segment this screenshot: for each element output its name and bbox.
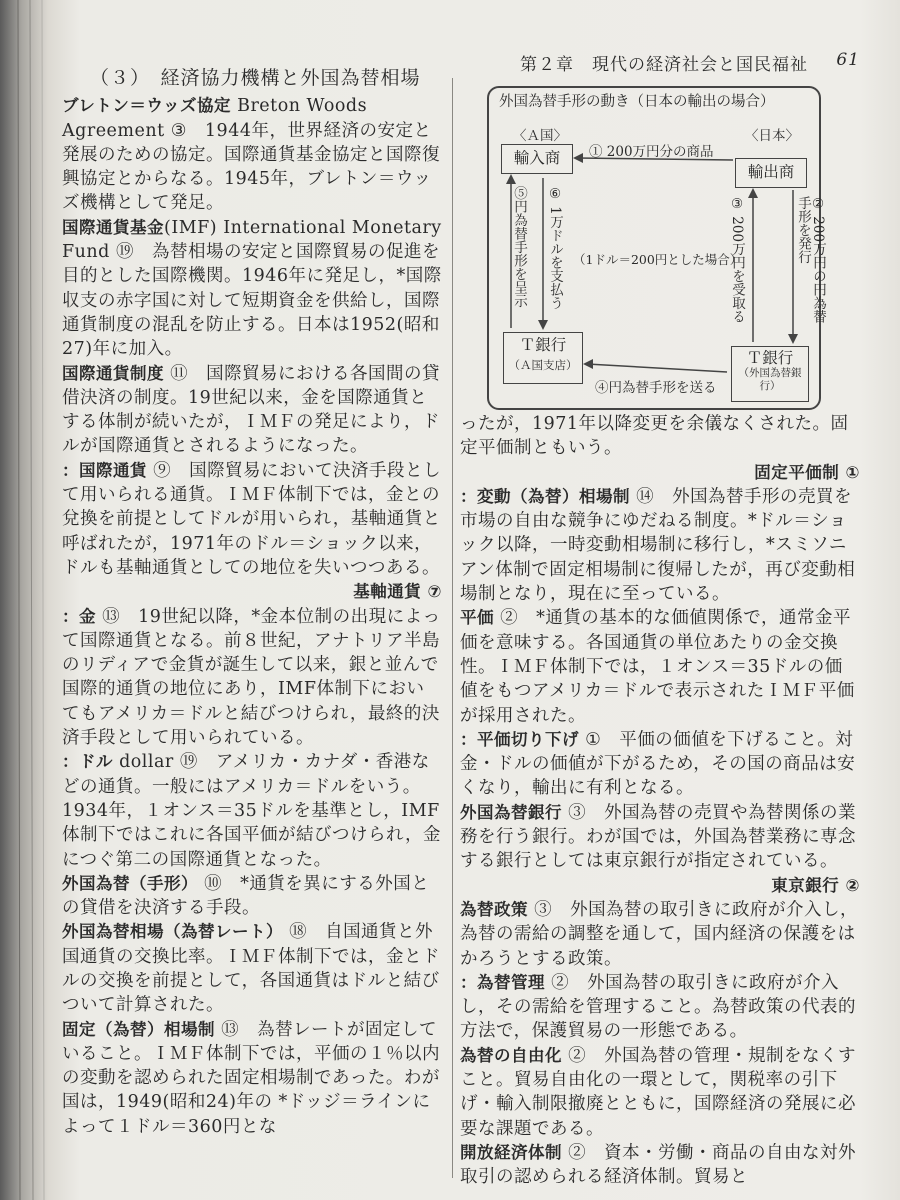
entry-term: 為替の自由化	[460, 1045, 562, 1065]
glossary-entry	[460, 898, 860, 971]
entry-text: ① 平価の価値を下げること。対金・ドルの価値が下がるため，その国の商品は安くなり，輸出に有利となる。	[460, 729, 856, 799]
glossary-entry	[62, 1018, 442, 1139]
glossary-entry	[62, 362, 442, 459]
glossary-entry	[460, 606, 860, 727]
entry-text: ⑨ 国際貿易において決済手段として用いられる通貨。ＩＭＦ体制下では，金との兌換を前提としてドルが用いられ，基軸通貨と呼ばれたが，1971年のドル＝ショック以来，ドルも基軸通貨としての地位を失いつつある。	[62, 460, 442, 578]
entry-text: (IMF) International Monetary Fund ⑲ 為替相場の安定と国際貿易の促進を目的とした国際機関。1946年に発足し，*国際収支の赤字国に対して短期資金を供給し，国際通貨制度の混乱を防止する。日本は1952(昭和27)年に加入。	[62, 217, 442, 360]
glossary-entry	[460, 971, 860, 1044]
entry-text: ② 外国為替の管理・規制をなくすこと。貿易自由化の一環として，関税率の引下げ・輸入制限撤廃とともに，国際経済の発展に必要な課題である。	[460, 1045, 857, 1139]
entry-term: 平価	[460, 608, 494, 628]
cross-reference: 東京銀行 ②	[771, 875, 860, 895]
entry-term: ：平価切り下げ	[460, 729, 579, 749]
step-4-label: ④円為替手形を送る	[595, 380, 717, 396]
entry-text: ② 資本・労働・商品の自由な対外取引の認められる経済体制。貿易と	[460, 1142, 857, 1188]
entry-term: ブレトン＝ウッズ協定	[62, 96, 232, 116]
entry-text: ⑩ *通貨を異にする外国との貸借を決済する手段。	[62, 873, 430, 919]
entry-term: 外国為替（手形）	[62, 873, 198, 893]
entry-term: 開放経済体制	[460, 1142, 562, 1162]
step-3-label: ③ 200万円を受取る	[729, 196, 745, 324]
diagram-arrows	[489, 88, 819, 408]
step-6-label: ⑥ 1万ドルを支払う	[547, 186, 563, 310]
glossary-entry	[62, 605, 442, 751]
entry-continuation: ったが，1971年以降変更を余儀なくされた。固定平価制ともいう。	[460, 414, 849, 459]
entry-text: ⑱ 自国通貨と外国通貨の交換比率。ＩＭＦ体制下では，金とドルの交換を前提として，各国通貨はドルと結びついて計算された。	[62, 922, 440, 1016]
glossary-entry	[460, 485, 860, 606]
entry-term: ：為替管理	[460, 972, 545, 992]
entry-text: ② *通貨の基本的な価値関係で，通常金平価を意味する。各国通貨の単位あたりの金交換性。ＩＭＦ体制下では，１オンス＝35ドルの価値をもつアメリカ＝ドルで表示されたＩＭＦ平価が採用された。	[460, 608, 855, 726]
entry-text: dollar ⑲ アメリカ・カナダ・香港などの通貨。一般にはアメリカ＝ドルをいう。1934年，１オンス＝35ドルを基準とし，IMF体制下ではこれに各国平価が結びつけられ，金につぐ第二の国際通貨となった。	[62, 752, 442, 870]
exchange-rate-note: （1ドル＝200円とした場合）	[573, 252, 743, 267]
entry-text: ⑪ 国際貿易における各国間の貸借決済の制度。19世紀以来，金を国際通貨とする体制が続いたが，ＩＭＦの発足により，ドルが国際通貨とされるようになった。	[62, 363, 441, 457]
entry-term: ：ドル	[62, 752, 113, 772]
entry-text: ② 外国為替の取引きに政府が介入し，その需給を管理すること。為替政策の代表的方法で，保護貿易の一形態である。	[460, 972, 856, 1042]
step-5-label: ⑤円為替手形を呈示	[511, 186, 527, 308]
entry-text: ⑬ 為替レートが固定していること。ＩＭＦ体制下では，平価の１％以内の変動を認められた固定相場制であった。わが国は，1949(昭和24)年の *ドッジ＝ラインによって１ドル＝360円とな	[62, 1019, 440, 1137]
country-japan-label: 〈日本〉	[745, 128, 799, 144]
cross-reference: 基軸通貨 ⑦	[353, 582, 442, 602]
glossary-entry	[62, 750, 442, 871]
entry-term: ：変動（為替）相場制	[460, 486, 630, 506]
glossary-entry	[460, 1044, 860, 1141]
entry-term: 為替政策	[460, 899, 528, 919]
entry-term: 国際通貨基金	[62, 217, 164, 237]
step-1-label: ① 200万円分の商品	[589, 144, 714, 160]
column-divider	[452, 78, 453, 1178]
importer-box: 輸入商	[501, 144, 573, 174]
left-entry-list	[62, 94, 442, 1139]
exporter-box: 輸出商	[735, 158, 807, 188]
bank-a-branch: （Ａ国支店）	[508, 358, 578, 372]
bank-japan-name: Ｔ銀行	[746, 349, 794, 367]
glossary-entry	[62, 872, 442, 921]
exchange-bill-diagram	[487, 86, 826, 410]
left-column	[62, 66, 442, 1139]
cross-reference: 固定平価制 ①	[754, 462, 860, 482]
glossary-entry	[62, 920, 442, 1017]
country-a-label: 〈Ａ国〉	[513, 128, 567, 144]
section-heading: （３） 経済協力機構と外国為替相場	[90, 67, 421, 89]
entry-term: 固定（為替）相場制	[62, 1019, 215, 1039]
chapter-title: 第２章 現代の経済社会と国民福祉	[520, 55, 808, 75]
glossary-entry	[62, 94, 442, 215]
entry-term: ：金	[62, 606, 96, 626]
entry-text: ③ 外国為替の売買や為替関係の業務を行う銀行。わが国では，外国為替業務に専念する銀行としては東京銀行が指定されている。	[460, 802, 857, 872]
entry-term: 外国為替銀行	[460, 802, 562, 822]
glossary-entry	[62, 216, 442, 362]
page-number: 61	[836, 50, 860, 70]
step-2-label: ② 200万円の円為替手形を発行	[795, 196, 826, 324]
glossary-entry	[460, 1141, 860, 1190]
diagram-title: 外国為替手形の動き（日本の輸出の場合）	[499, 94, 775, 110]
right-entry-list	[460, 412, 860, 1190]
entry-term: ：国際通貨	[62, 460, 147, 480]
page-edge-shadow	[0, 0, 60, 1200]
entry-text: ⑭ 外国為替手形の売買を市場の自由な競争にゆだねる制度。*ドル＝ショック以降，一時変動相場制に移行し，*スミソニアン体制で固定相場制に復帰したが，再び変動相場制となり，現在に至っている。	[460, 486, 856, 605]
entry-text: ③ 外国為替の取引きに政府が介入し，為替の需給の調整を通して，国内経済の保護をはかろうとする政策。	[460, 899, 859, 969]
page-header	[520, 50, 860, 75]
glossary-entry	[460, 801, 860, 874]
entry-term: 外国為替相場（為替レート）	[62, 922, 283, 942]
entry-text: Breton Woods Agreement ③ 1944年，世界経済の安定と発展のための協定。国際通貨基金協定と国際復興協定とからなる。1945年，ブレトン＝ウッズ機構として発足。	[62, 96, 440, 214]
entry-term: 国際通貨制度	[62, 363, 164, 383]
right-column	[460, 412, 860, 1190]
glossary-entry	[62, 459, 442, 580]
glossary-entry	[460, 728, 860, 801]
bank-a-name: Ｔ銀行	[519, 336, 567, 354]
bank-japan-sub: （外国為替銀行）	[738, 367, 802, 392]
entry-text: ⑬ 19世紀以降，*金本位制の出現によって国際通貨となる。前８世紀，アナトリア半島のリディアで金貨が誕生して以来，銀と並んで国際的通貨の地位にあり，IMF体制下においてもアメリカ＝ドルと結びつけられ，最終的決済手段として用いられている。	[62, 606, 441, 749]
